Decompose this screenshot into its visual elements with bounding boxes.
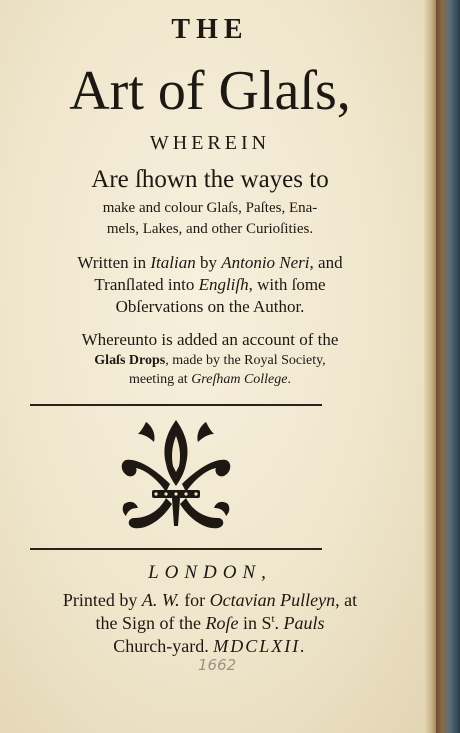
- author-language-italian: Italian: [150, 253, 196, 272]
- imprint-sign-of-the: the Sign of the: [95, 613, 206, 633]
- pencil-annotation-year: 1662: [198, 656, 237, 674]
- title-wherein: WHEREIN: [149, 132, 271, 154]
- book-spine: [436, 0, 460, 733]
- imprint-printer: A. W.: [141, 590, 180, 610]
- author-text-2c: , with ſome: [248, 275, 326, 294]
- imprint-pauls: Pauls: [283, 613, 325, 633]
- title-main: Art of Glaſs,: [69, 60, 351, 122]
- imprint-at: , at: [335, 590, 358, 610]
- subtitle-line-2: make and colour Glaſs, Paſtes, Ena-: [102, 200, 318, 216]
- addendum-gresham-college: Greſham College: [191, 372, 288, 387]
- author-line-2: [0, 275, 420, 295]
- imprint-date: MDCLXII.: [213, 636, 307, 656]
- addendum-period: .: [287, 372, 291, 387]
- author-text-a: Written in: [77, 253, 151, 272]
- addendum-meeting-at: meeting at: [128, 372, 192, 387]
- fleur-de-lis-icon: [116, 414, 236, 536]
- imprint-dot: .: [274, 613, 284, 633]
- imprint-for: for: [179, 590, 210, 610]
- author-line-1: [0, 253, 420, 273]
- author-text-c: by: [195, 253, 222, 272]
- author-line-3: Obſervations on the Author.: [115, 297, 305, 316]
- addendum-line-2: [0, 353, 420, 369]
- upper-rule: [30, 404, 322, 406]
- addendum-line-1: Whereunto is added an account of the: [81, 330, 339, 349]
- author-text-2a: Tranſlated into: [94, 275, 199, 294]
- author-language-english: Engliſh: [198, 275, 249, 294]
- addendum-royal-society: , made by the Royal Society,: [165, 353, 326, 368]
- imprint-line-2: [0, 613, 420, 634]
- author-text-e: , and: [309, 253, 343, 272]
- imprint-churchyard: Church-yard.: [113, 636, 214, 656]
- imprint-printed-by: Printed by: [62, 590, 142, 610]
- addendum-glass-drops: Glaſs Drops: [94, 353, 166, 368]
- imprint-bookseller: Octavian Pulleyn: [209, 590, 336, 610]
- imprint-line-1: [0, 590, 420, 611]
- subtitle-line-1: Are ſhown the wayes to: [91, 166, 329, 193]
- page-edge: [424, 0, 436, 733]
- imprint-city: LONDON,: [148, 562, 272, 583]
- lower-rule: [30, 548, 322, 550]
- title-the: THE: [171, 14, 249, 45]
- addendum-line-3: [0, 372, 420, 388]
- subtitle-line-3: mels, Lakes, and other Curioſities.: [106, 221, 314, 237]
- imprint-line-3: [0, 636, 420, 657]
- imprint-superscript-t: t: [271, 613, 275, 625]
- imprint-rose: Roſe: [205, 613, 239, 633]
- author-name: Antonio Neri: [221, 253, 310, 272]
- imprint-in-s: in S: [238, 613, 272, 633]
